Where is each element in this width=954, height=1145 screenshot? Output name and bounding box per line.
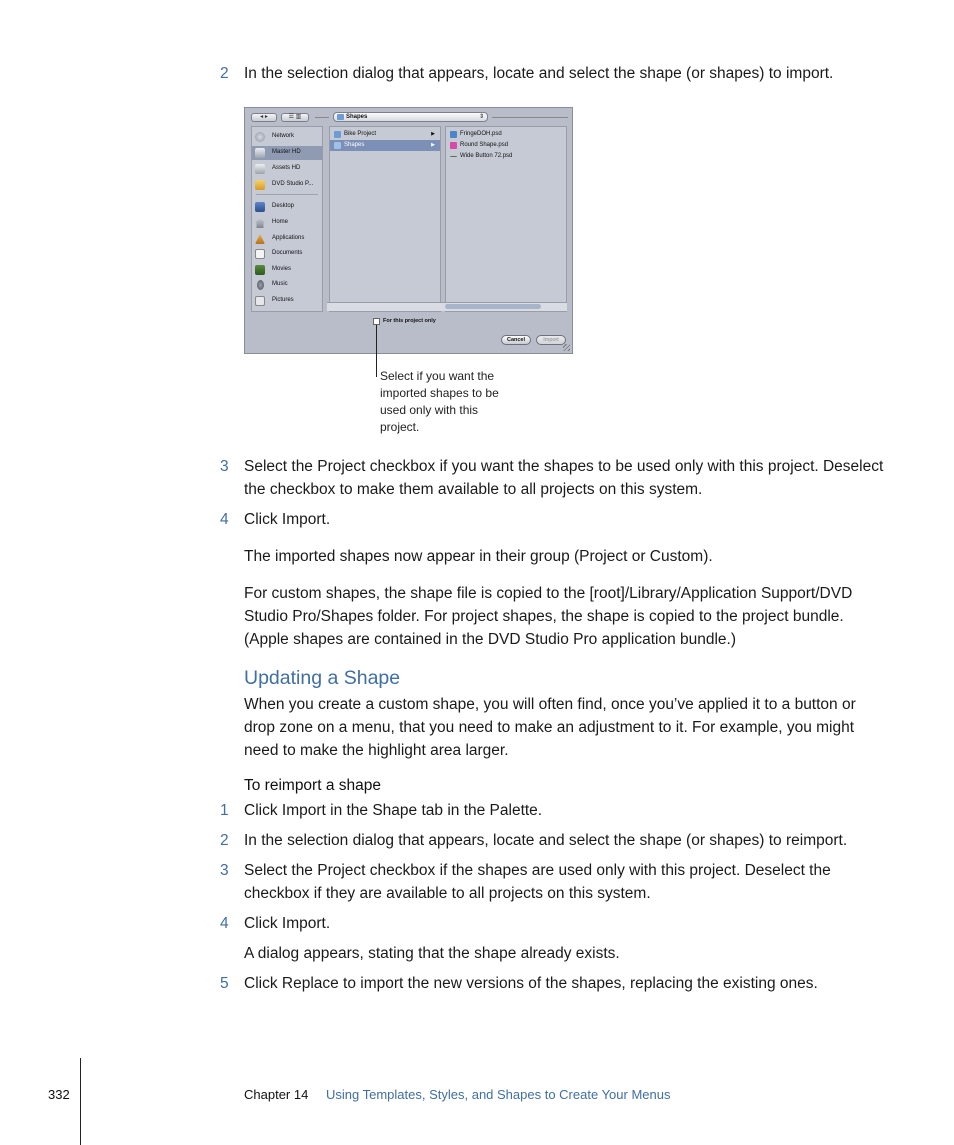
step-text: Select the Project checkbox if you want the shapes to be used only with this project. Deselect the checkbox to make them available to all projects on this system. <box>244 458 884 498</box>
sidebar-item-label: Network <box>272 133 295 139</box>
step-text: In the selection dialog that appears, locate and select the shape (or shapes) to reimport. <box>244 832 848 849</box>
sidebar-item-master-hd[interactable] <box>252 146 322 160</box>
popup-arrows-icon: ⇕ <box>478 114 484 120</box>
sidebar-item-label: Documents <box>272 250 303 256</box>
hard-drive-icon <box>255 148 265 158</box>
column-row-label: Shapes <box>344 142 365 148</box>
step-text: Click Import. <box>244 915 331 932</box>
disclosure-arrow-icon: ▶ <box>431 131 435 137</box>
desktop-icon <box>255 202 265 212</box>
resize-grip-icon[interactable] <box>563 344 570 351</box>
folder-icon <box>334 142 341 149</box>
page-number: 332 <box>48 1087 70 1102</box>
footer-divider <box>80 1058 81 1145</box>
dialog-sidebar <box>251 126 323 312</box>
step-text: In the selection dialog that appears, locate and select the shape (or shapes) to import. <box>244 65 834 82</box>
horizontal-scrollbar[interactable] <box>327 302 567 311</box>
dvd-icon <box>255 180 265 190</box>
back-forward-buttons[interactable]: ◂ ▸ <box>251 113 277 122</box>
step-number: 2 <box>220 832 229 849</box>
view-mode-buttons[interactable]: ☰ ▥ <box>281 113 309 122</box>
location-popup[interactable] <box>333 112 488 122</box>
applications-icon <box>255 234 265 244</box>
sidebar-item-label: Applications <box>272 235 305 241</box>
sidebar-item-documents[interactable] <box>252 247 322 261</box>
movies-icon <box>255 265 265 275</box>
step-text: Select the Project checkbox if the shapes are used only with this project. Deselect the checkbox if they are available to all projects on this system. <box>244 862 831 902</box>
sidebar-item-label: Pictures <box>272 297 294 303</box>
sidebar-item-music[interactable] <box>252 278 322 292</box>
hard-drive-icon <box>255 164 265 174</box>
psd-file-pink-icon <box>450 142 457 149</box>
step-number: 2 <box>220 65 229 82</box>
sidebar-item-label: Home <box>272 219 289 225</box>
step-number: 5 <box>220 975 229 992</box>
sidebar-item-assets-hd[interactable] <box>252 162 322 176</box>
project-only-checkbox-label: For this project only <box>383 318 436 324</box>
callout-leader-line <box>376 325 377 377</box>
sidebar-item-applications[interactable] <box>252 232 322 246</box>
browser-column-2 <box>445 126 567 312</box>
sidebar-item-home[interactable] <box>252 216 322 230</box>
sidebar-item-label: Music <box>272 281 288 287</box>
step-text: Click Replace to import the new versions of the shapes, replacing the existing ones. <box>244 975 818 992</box>
paragraph-imported-shapes: The imported shapes now appear in their group (Project or Custom). <box>244 548 713 565</box>
sidebar-item-desktop[interactable] <box>252 200 322 214</box>
psd-file-icon <box>450 131 457 138</box>
sidebar-item-label: Movies <box>272 266 292 272</box>
column-row-file[interactable] <box>446 151 566 162</box>
documents-icon <box>255 249 265 259</box>
column-row-file[interactable] <box>446 129 566 140</box>
music-icon <box>257 280 264 290</box>
folder-icon <box>334 131 341 138</box>
import-button[interactable]: Import <box>536 335 566 345</box>
chapter-label: Chapter 14 <box>244 1087 309 1102</box>
sidebar-item-network[interactable] <box>252 130 322 144</box>
sidebar-item-label: DVD Studio P... <box>272 181 314 187</box>
location-popup-label: Shapes <box>346 114 368 120</box>
disclosure-arrow-icon: ▶ <box>431 142 435 148</box>
task-heading: To reimport a shape <box>244 777 381 794</box>
section-intro: When you create a custom shape, you will often find, once you’ve applied it to a button or drop zone on a menu, that you need to make an adjustment to it. For example, you might need to make the highlight area larger. <box>244 696 856 759</box>
step-number: 1 <box>220 802 229 819</box>
cancel-button[interactable]: Cancel <box>501 335 531 345</box>
sidebar-item-dvd-studio[interactable] <box>252 178 322 192</box>
paragraph-custom-shapes: For custom shapes, the shape file is copied to the [root]/Library/Application Support/DVD Studio Pro/Shapes folder. For project shapes, the shape is copied to the project bundle. (Apple shapes are contained in the DVD Studio Pro application bundle.) <box>244 585 853 648</box>
pictures-icon <box>255 296 265 306</box>
column-row-shapes[interactable] <box>330 140 440 151</box>
sidebar-item-label: Assets HD <box>272 165 301 171</box>
step-text: Click Import in the Shape tab in the Palette. <box>244 802 543 819</box>
column-row-file[interactable] <box>446 140 566 151</box>
column-row-label: Bike Project <box>344 131 377 137</box>
paragraph-dialog-appears: A dialog appears, stating that the shape already exists. <box>244 945 620 962</box>
home-icon <box>255 218 265 228</box>
browser-column-1 <box>329 126 441 312</box>
step-number: 4 <box>220 915 229 932</box>
sidebar-item-pictures[interactable] <box>252 294 322 308</box>
column-row-label: Wide Button 72.psd <box>460 153 513 159</box>
step-number: 3 <box>220 862 229 879</box>
step-number: 4 <box>220 511 229 528</box>
project-only-checkbox[interactable] <box>373 318 380 325</box>
section-heading: Updating a Shape <box>244 667 401 689</box>
column-row-label: Round Shape.psd <box>460 142 509 148</box>
network-icon <box>255 132 265 142</box>
callout-text: Select if you want the imported shapes to be used only with this project. <box>380 369 499 434</box>
sidebar-item-movies[interactable] <box>252 263 322 277</box>
open-dialog-screenshot <box>244 107 573 354</box>
column-row-label: FringeDOH.psd <box>460 131 502 137</box>
sidebar-item-label: Desktop <box>272 203 295 209</box>
step-text: Click Import. <box>244 511 331 528</box>
folder-icon <box>337 114 344 120</box>
step-number: 3 <box>220 458 229 475</box>
file-icon <box>450 156 457 158</box>
sidebar-item-label: Master HD <box>272 149 301 155</box>
column-row-bike-project[interactable] <box>330 129 440 140</box>
chapter-title: Using Templates, Styles, and Shapes to Create Your Menus <box>326 1087 671 1102</box>
